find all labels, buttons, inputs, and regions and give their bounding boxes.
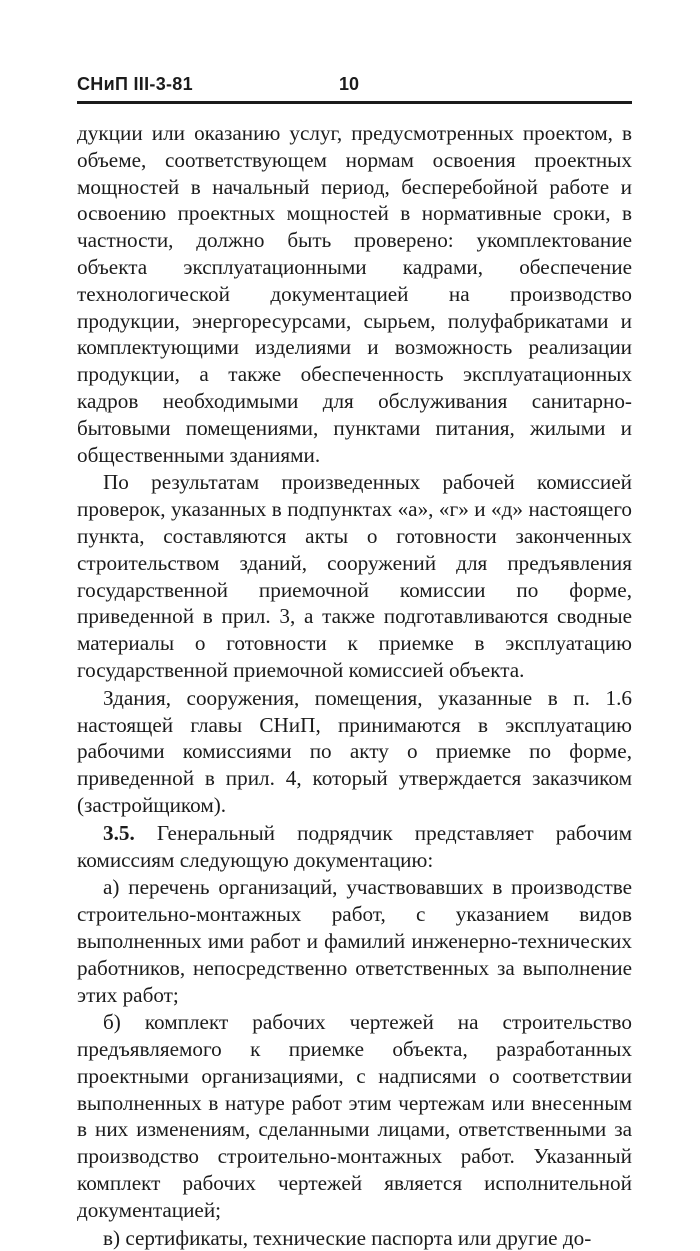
paragraph-commission-results: По результатам произведенных рабочей комиссией проверок, указанных в подпунктах «а», «г» и «д» настоящего пункта, составляются акты о готовности законченных строительством зданий, сооружений для предъявления государственной приемочной комиссии по форме, приведенной в прил. 3, а также подготавливаются сводные материалы о готовности к приемке в эксплуатацию государственной приемочной комиссией объекта. [77,470,632,682]
paragraph-continuation: дукции или оказанию услуг, предусмотренных проектом, в объеме, соответствующем нормам освоения проектных мощностей в начальный период, бесперебойной работе и освоению проектных мощностей в нормативные сроки, в частности, должно быть проверено: укомплектование объекта эксплуатационными кадрами, обеспечение технологической документацией на производство продукции, энергоресурсами, сырьем, полуфабрикатами и комплектующими изделиями и возможность реализации продукции, а также обеспеченность эксплуатационных кадров необходимыми для обслуживания санитарно-бытовыми помещениями, пунктами питания, жилыми и общественными зданиями. [77,121,632,467]
body-text [77,120,632,1251]
paragraph-buildings-acceptance: Здания, сооружения, помещения, указанные в п. 1.6 настоящей главы СНиП, принимаются в эксплуатацию рабочими комиссиями по акту о приемке по форме, приведенной в прил. 4, который утверждается заказчиком (застройщиком). [77,685,632,817]
document-code: СНиП III-3-81 [77,74,193,94]
page-header [77,72,632,102]
section-text: Генеральный подрядчик представляет рабочим комиссиям следующую документацию: [77,820,632,872]
list-item-b: б) комплект рабочих чертежей на строительство предъявляемого к приемке объекта, разработанных проектными организациями, с надписями о соответствии выполненных в натуре работ этим чертежам или внесенным в них изменениям, сделанными лицами, ответственными за производство строительно-монтажных работ. Указанный комплект рабочих чертежей является исполнительной документацией; [77,1010,632,1222]
section-number: 3.5. [103,820,135,845]
paragraph-3-5 [77,820,632,874]
page-number: 10 [339,74,360,94]
list-item-a: а) перечень организаций, участвовавших в производстве строительно-монтажных работ, с указанием видов выполненных ими работ и фамилий инженерно-технических работников, непосредственно ответственных за выполнение этих работ; [77,875,632,1007]
list-item-v: в) сертификаты, технические паспорта или другие до- [103,1225,592,1250]
header-rule [77,101,632,104]
